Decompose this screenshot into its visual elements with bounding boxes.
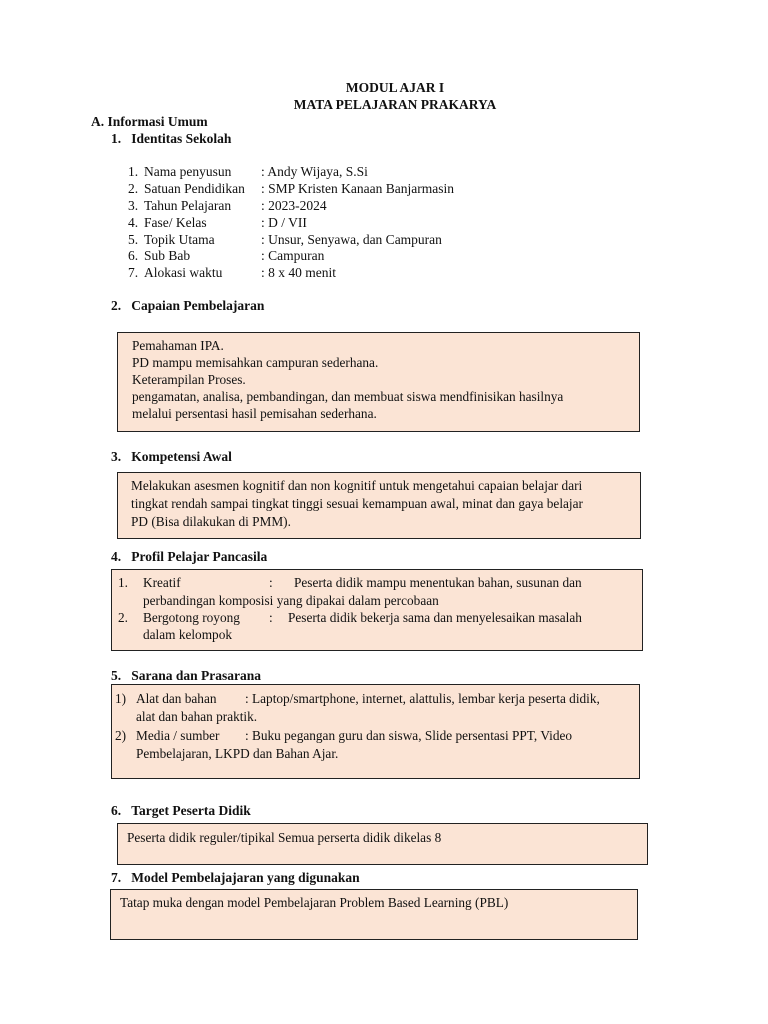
profil-item-number: 2. <box>118 610 128 625</box>
identitas-heading: 1. Identitas Sekolah <box>111 131 232 146</box>
capaian-box <box>117 332 640 432</box>
kompetensi-line: Melakukan asesmen kognitif dan non kognitif untuk mengetahui capaian belajar dari <box>131 478 583 493</box>
profil-item-desc-cont: perbandingan komposisi yang dipakai dalam percobaan <box>143 593 439 608</box>
sarana-item-number: 2) <box>115 728 127 743</box>
identitas-row-label: Tahun Pelajaran <box>144 198 232 213</box>
identitas-row-number: 5. <box>128 232 139 247</box>
profil-box <box>111 569 643 651</box>
identitas-row-value: : D / VII <box>261 215 307 230</box>
model-text: Tatap muka dengan model Pembelajaran Problem Based Learning (PBL) <box>120 895 509 910</box>
sarana-item-desc-cont: Pembelajaran, LKPD dan Bahan Ajar. <box>136 746 339 761</box>
sarana-item-desc: : Buku pegangan guru dan siswa, Slide persentasi PPT, Video <box>245 728 573 743</box>
identitas-row-value: : Campuran <box>261 248 325 263</box>
capaian-line: melalui persentasi hasil pemisahan sederhana. <box>132 406 377 421</box>
identitas-row-label: Fase/ Kelas <box>144 215 207 230</box>
model-box <box>110 889 638 940</box>
capaian-line: Keterampilan Proses. <box>132 372 246 387</box>
identitas-row-label: Topik Utama <box>144 232 215 247</box>
document-title: MODUL AJAR I <box>345 80 445 95</box>
identitas-row-value: : Unsur, Senyawa, dan Campuran <box>261 232 442 247</box>
sarana-item-desc-cont: alat dan bahan praktik. <box>136 709 258 724</box>
capaian-heading: 2. Capaian Pembelajaran <box>111 298 265 313</box>
identitas-row-value: : 8 x 40 menit <box>261 265 336 280</box>
profil-heading: 4. Profil Pelajar Pancasila <box>111 549 268 564</box>
profil-item-colon: : <box>269 575 273 590</box>
profil-item-desc: Peserta didik mampu menentukan bahan, susunan dan <box>294 575 582 590</box>
sarana-item-label: Alat dan bahan <box>136 691 217 706</box>
identitas-row-number: 3. <box>128 198 139 213</box>
target-text: Peserta didik reguler/tipikal Semua perserta didik dikelas 8 <box>127 830 442 845</box>
identitas-row-number: 1. <box>128 164 139 179</box>
document-subtitle: MATA PELAJARAN PRAKARYA <box>293 97 497 112</box>
identitas-row-value: : 2023-2024 <box>261 198 327 213</box>
target-box <box>117 823 648 865</box>
capaian-line: pengamatan, analisa, pembandingan, dan membuat siswa mendfinisikan hasilnya <box>132 389 564 404</box>
identitas-row-value: : SMP Kristen Kanaan Banjarmasin <box>261 181 454 196</box>
sarana-box <box>111 684 640 779</box>
identitas-row-label: Alokasi waktu <box>144 265 223 280</box>
profil-item-colon: : <box>269 610 273 625</box>
capaian-line: Pemahaman IPA. <box>132 338 224 353</box>
identitas-row-number: 7. <box>128 265 139 280</box>
sarana-heading: 5. Sarana dan Prasarana <box>111 668 262 683</box>
kompetensi-box <box>117 472 641 539</box>
identitas-row-number: 4. <box>128 215 139 230</box>
sarana-item-desc: : Laptop/smartphone, internet, alattulis, lembar kerja peserta didik, <box>245 691 600 706</box>
identitas-row-value: : Andy Wijaya, S.Si <box>261 164 368 179</box>
sarana-item-label: Media / sumber <box>136 728 220 743</box>
profil-item-label: Bergotong royong <box>143 610 240 625</box>
target-heading: 6. Target Peserta Didik <box>111 803 251 818</box>
profil-item-desc: Peserta didik bekerja sama dan menyelesaikan masalah <box>288 610 582 625</box>
model-heading: 7. Model Pembelajajaran yang digunakan <box>111 870 360 885</box>
profil-item-label: Kreatif <box>143 575 181 590</box>
identitas-row-label: Satuan Pendidikan <box>144 181 245 196</box>
sarana-item-number: 1) <box>115 691 127 706</box>
section-a-heading: A. Informasi Umum <box>91 114 208 129</box>
capaian-line: PD mampu memisahkan campuran sederhana. <box>132 355 379 370</box>
identitas-row-number: 6. <box>128 248 139 263</box>
identitas-row-label: Nama penyusun <box>144 164 232 179</box>
kompetensi-heading: 3. Kompetensi Awal <box>111 449 232 464</box>
kompetensi-line: tingkat rendah sampai tingkat tinggi sesuai kemampuan awal, minat dan gaya belajar <box>131 496 583 511</box>
identitas-row-number: 2. <box>128 181 139 196</box>
profil-item-number: 1. <box>118 575 128 590</box>
kompetensi-line: PD (Bisa dilakukan di PMM). <box>131 514 291 529</box>
profil-item-desc-cont: dalam kelompok <box>143 627 232 642</box>
identitas-row-label: Sub Bab <box>144 248 191 263</box>
